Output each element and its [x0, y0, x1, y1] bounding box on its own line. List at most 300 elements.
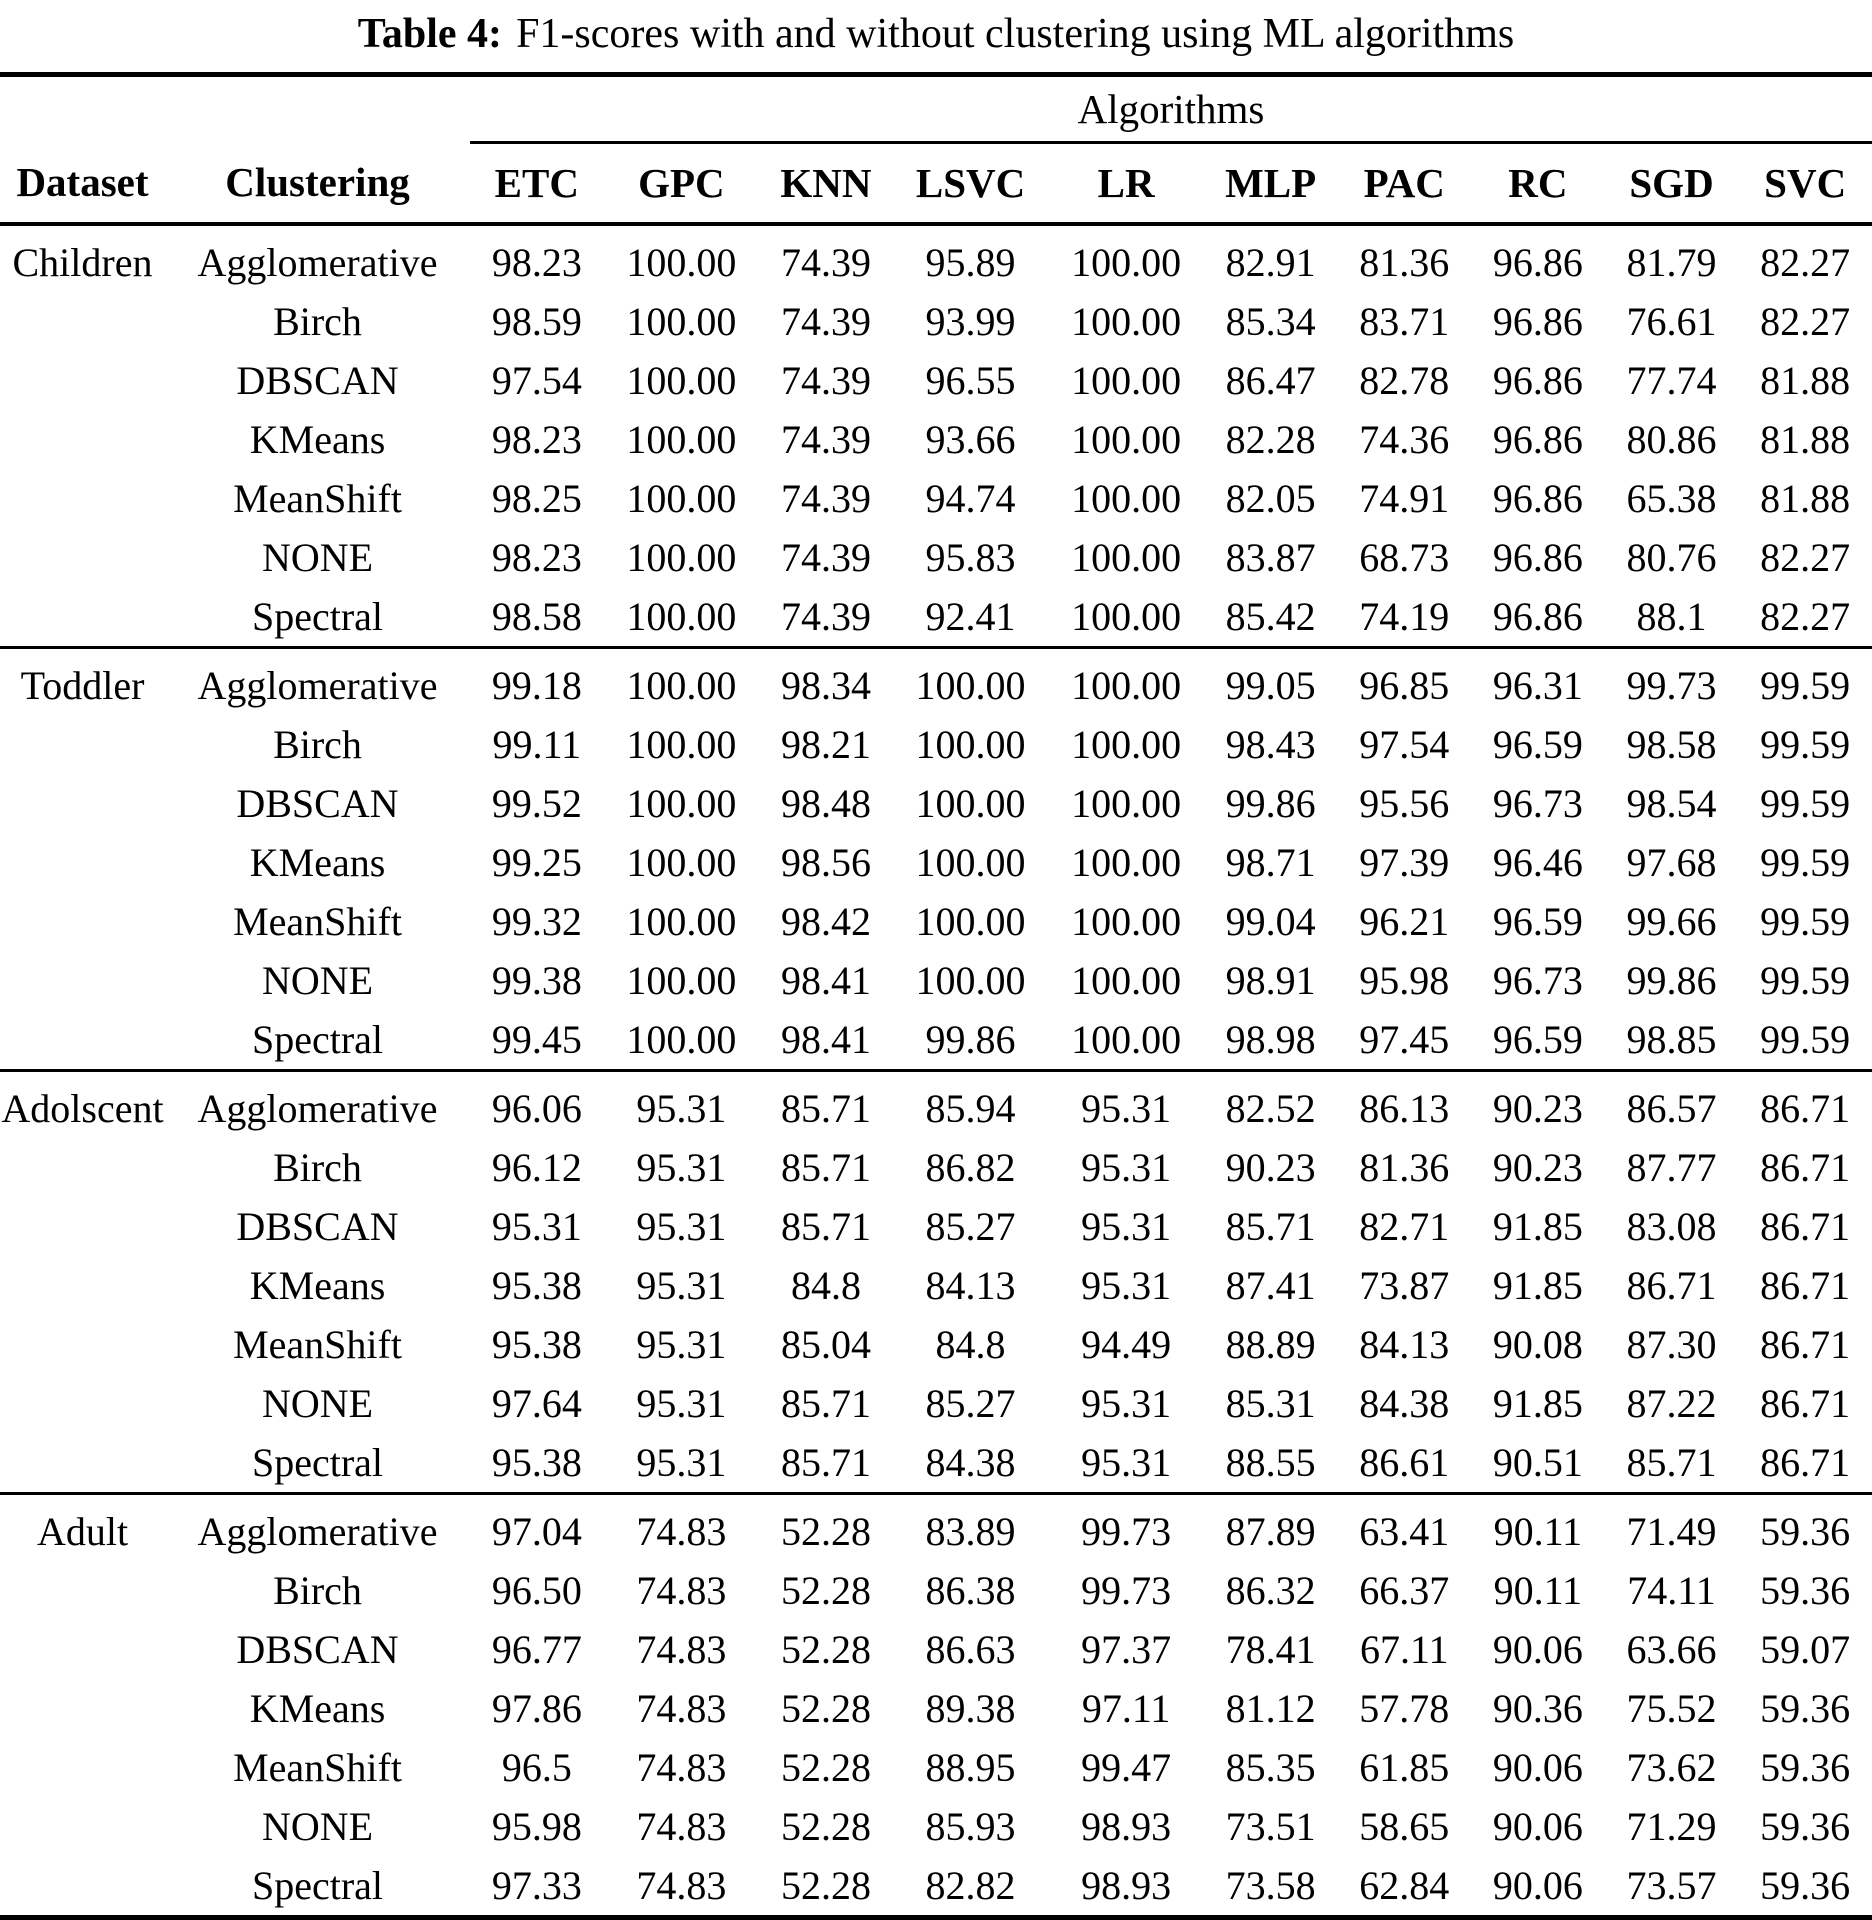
- value-cell: 74.11: [1627, 1568, 1716, 1613]
- value-cell: 59.36: [1760, 1686, 1851, 1731]
- value-cell: 98.23: [491, 535, 582, 580]
- value-cell: 96.59: [1492, 899, 1583, 944]
- value-cell: 75.52: [1626, 1686, 1717, 1731]
- value-cell: 99.32: [491, 899, 582, 944]
- value-cell: 74.83: [636, 1686, 727, 1731]
- value-cell: 100.00: [626, 417, 737, 462]
- table-row: [0, 528, 1872, 587]
- clustering-cell: KMeans: [249, 840, 386, 885]
- value-cell: 98.59: [491, 299, 582, 344]
- value-cell: 96.59: [1492, 722, 1583, 767]
- table-row: [0, 587, 1872, 648]
- clustering-cell: DBSCAN: [236, 1204, 399, 1249]
- value-cell: 86.47: [1225, 358, 1316, 403]
- dataset-cell: [0, 410, 165, 469]
- value-cell: 96.73: [1492, 958, 1583, 1003]
- value-cell: 82.27: [1760, 240, 1851, 285]
- col-header-pac: PAC: [1337, 143, 1471, 225]
- value-cell: 95.89: [925, 240, 1016, 285]
- value-cell: 95.31: [491, 1204, 582, 1249]
- clustering-cell: Birch: [273, 722, 362, 767]
- value-cell: 97.54: [1359, 722, 1450, 767]
- value-cell: 74.39: [780, 299, 871, 344]
- table-row: [0, 1738, 1872, 1797]
- value-cell: 86.57: [1626, 1086, 1717, 1131]
- value-cell: 74.91: [1359, 476, 1450, 521]
- value-cell: 96.46: [1492, 840, 1583, 885]
- value-cell: 100.00: [915, 781, 1026, 826]
- value-cell: 96.21: [1359, 899, 1450, 944]
- value-cell: 99.38: [491, 958, 582, 1003]
- clustering-cell: Birch: [273, 1568, 362, 1613]
- value-cell: 100.00: [1048, 587, 1204, 648]
- value-cell: 97.54: [491, 358, 582, 403]
- dataset-cell: [0, 528, 165, 587]
- table-row: [0, 1071, 1872, 1139]
- table-row: [0, 1494, 1872, 1562]
- value-cell: 84.13: [925, 1263, 1016, 1308]
- value-cell: 88.55: [1204, 1433, 1338, 1494]
- value-cell: 85.04: [780, 1322, 871, 1367]
- value-cell: 86.32: [1225, 1568, 1316, 1613]
- value-cell: 95.31: [636, 1381, 727, 1426]
- value-cell: 58.65: [1359, 1804, 1450, 1849]
- value-cell: 97.11: [1081, 1686, 1171, 1731]
- value-cell: 99.11: [492, 722, 582, 767]
- clustering-cell: Birch: [273, 1145, 362, 1190]
- dataset-cell: [0, 1197, 165, 1256]
- dataset-cell: [0, 1374, 165, 1433]
- dataset-cell: [0, 774, 165, 833]
- value-cell: 83.08: [1626, 1204, 1717, 1249]
- col-header-clustering: Clustering: [165, 143, 470, 225]
- value-cell: 81.36: [1359, 1145, 1450, 1190]
- value-cell: 85.35: [1225, 1745, 1316, 1790]
- value-cell: 98.43: [1225, 722, 1316, 767]
- value-cell: 87.41: [1225, 1263, 1316, 1308]
- table-row: [0, 1256, 1872, 1315]
- value-cell: 93.66: [925, 417, 1016, 462]
- value-cell: 71.49: [1626, 1509, 1717, 1554]
- value-cell: 82.05: [1225, 476, 1316, 521]
- value-cell: 95.56: [1359, 781, 1450, 826]
- value-cell: 99.59: [1760, 722, 1851, 767]
- value-cell: 100.00: [915, 899, 1026, 944]
- value-cell: 85.71: [780, 1381, 871, 1426]
- clustering-cell: Spectral: [165, 1433, 470, 1494]
- value-cell: 100.00: [626, 840, 737, 885]
- value-cell: 81.88: [1760, 476, 1851, 521]
- col-header-etc: ETC: [470, 143, 604, 225]
- value-cell: 100.00: [626, 958, 737, 1003]
- table-row: [0, 833, 1872, 892]
- value-cell: 100.00: [1071, 240, 1182, 285]
- value-cell: 99.18: [491, 663, 582, 708]
- dataset-cell: [0, 1256, 165, 1315]
- value-cell: 74.83: [636, 1804, 727, 1849]
- value-cell: 86.71: [1760, 1381, 1851, 1426]
- value-cell: 84.38: [1359, 1381, 1450, 1426]
- value-cell: 100.00: [1071, 535, 1182, 580]
- value-cell: 66.37: [1359, 1568, 1450, 1613]
- value-cell: 95.38: [470, 1433, 604, 1494]
- clustering-cell: Agglomerative: [197, 240, 438, 285]
- value-cell: 59.36: [1760, 1745, 1851, 1790]
- value-cell: 74.83: [636, 1627, 727, 1672]
- value-cell: 100.00: [915, 840, 1026, 885]
- table-body: [0, 224, 1872, 1918]
- value-cell: 90.23: [1492, 1145, 1583, 1190]
- value-cell: 81.88: [1760, 417, 1851, 462]
- clustering-cell: MeanShift: [233, 476, 402, 521]
- value-cell: 86.71: [1760, 1086, 1851, 1131]
- algorithms-group-row: [0, 75, 1872, 143]
- value-cell: 74.39: [780, 535, 871, 580]
- value-cell: 99.59: [1760, 781, 1851, 826]
- value-cell: 99.05: [1225, 663, 1316, 708]
- value-cell: 67.11: [1360, 1627, 1449, 1672]
- value-cell: 96.86: [1492, 535, 1583, 580]
- col-header-lr: LR: [1048, 143, 1204, 225]
- clustering-cell: NONE: [261, 1381, 374, 1426]
- clustering-cell: Spectral: [251, 1863, 384, 1908]
- value-cell: 74.36: [1359, 417, 1450, 462]
- value-cell: 59.36: [1760, 1509, 1851, 1554]
- value-cell: 100.00: [626, 240, 737, 285]
- value-cell: 100.00: [915, 958, 1026, 1003]
- value-cell: 98.58: [1626, 722, 1717, 767]
- value-cell: 99.52: [491, 781, 582, 826]
- value-cell: 92.41: [893, 587, 1049, 648]
- col-header-dataset: Dataset: [0, 143, 165, 225]
- value-cell: 88.95: [925, 1745, 1016, 1790]
- value-cell: 74.39: [780, 240, 871, 285]
- value-cell: 97.39: [1359, 840, 1450, 885]
- clustering-cell: DBSCAN: [236, 358, 399, 403]
- clustering-cell: MeanShift: [233, 1745, 402, 1790]
- clustering-cell: Agglomerative: [197, 1509, 438, 1554]
- value-cell: 82.82: [925, 1863, 1016, 1908]
- value-cell: 73.58: [1225, 1863, 1316, 1908]
- value-cell: 85.34: [1225, 299, 1316, 344]
- value-cell: 99.59: [1760, 958, 1851, 1003]
- clustering-cell: Spectral: [165, 1010, 470, 1071]
- clustering-cell: Agglomerative: [197, 1086, 438, 1131]
- value-cell: 100.00: [626, 476, 737, 521]
- dataset-cell: [0, 1679, 165, 1738]
- value-cell: 87.77: [1626, 1145, 1717, 1190]
- clustering-cell: MeanShift: [233, 1322, 402, 1367]
- value-cell: 95.31: [1048, 1433, 1204, 1494]
- value-cell: 99.73: [1081, 1509, 1172, 1554]
- col-header-gpc: GPC: [604, 143, 760, 225]
- value-cell: 96.85: [1359, 663, 1450, 708]
- value-cell: 96.86: [1492, 417, 1583, 462]
- value-cell: 74.39: [780, 358, 871, 403]
- value-cell: 97.45: [1337, 1010, 1471, 1071]
- value-cell: 90.06: [1492, 1745, 1583, 1790]
- value-cell: 100.00: [1071, 417, 1182, 462]
- value-cell: 86.71: [1760, 1145, 1851, 1190]
- value-cell: 91.85: [1492, 1263, 1583, 1308]
- value-cell: 100.00: [626, 899, 737, 944]
- value-cell: 85.42: [1204, 587, 1338, 648]
- col-header-rc: RC: [1471, 143, 1605, 225]
- value-cell: 90.11: [1493, 1509, 1583, 1554]
- dataset-cell: [0, 1856, 165, 1918]
- value-cell: 95.31: [1081, 1204, 1172, 1249]
- value-cell: 100.00: [604, 1010, 760, 1071]
- value-cell: 96.50: [491, 1568, 582, 1613]
- clustering-cell: DBSCAN: [236, 781, 399, 826]
- value-cell: 93.99: [925, 299, 1016, 344]
- dataset-cell: [0, 469, 165, 528]
- value-cell: 99.86: [1626, 958, 1717, 1003]
- table-row: [0, 715, 1872, 774]
- value-cell: 90.23: [1225, 1145, 1316, 1190]
- value-cell: 85.71: [759, 1433, 893, 1494]
- table-row: [0, 410, 1872, 469]
- value-cell: 87.89: [1225, 1509, 1316, 1554]
- value-cell: 90.06: [1492, 1863, 1583, 1908]
- value-cell: 84.8: [935, 1322, 1006, 1367]
- value-cell: 96.55: [925, 358, 1016, 403]
- dataset-cell: [0, 292, 165, 351]
- value-cell: 74.83: [636, 1568, 727, 1613]
- value-cell: 82.28: [1225, 417, 1316, 462]
- dataset-cell: Children: [12, 240, 153, 285]
- value-cell: 82.91: [1225, 240, 1316, 285]
- value-cell: 90.06: [1492, 1627, 1583, 1672]
- value-cell: 52.28: [780, 1568, 871, 1613]
- value-cell: 95.31: [1081, 1145, 1172, 1190]
- value-cell: 100.00: [626, 535, 737, 580]
- value-cell: 82.27: [1760, 299, 1851, 344]
- value-cell: 100.00: [626, 722, 737, 767]
- value-cell: 80.86: [1626, 417, 1717, 462]
- value-cell: 96.59: [1471, 1010, 1605, 1071]
- value-cell: 98.21: [780, 722, 871, 767]
- value-cell: 100.00: [626, 299, 737, 344]
- value-cell: 84.13: [1359, 1322, 1450, 1367]
- value-cell: 98.85: [1605, 1010, 1739, 1071]
- value-cell: 82.52: [1225, 1086, 1316, 1131]
- value-cell: 85.27: [925, 1204, 1016, 1249]
- value-cell: 100.00: [604, 587, 760, 648]
- value-cell: 98.56: [780, 840, 871, 885]
- value-cell: 95.98: [1359, 958, 1450, 1003]
- dataset-cell: [0, 892, 165, 951]
- table-row: [0, 1561, 1872, 1620]
- value-cell: 73.87: [1359, 1263, 1450, 1308]
- value-cell: 74.83: [636, 1509, 727, 1554]
- value-cell: 90.51: [1471, 1433, 1605, 1494]
- value-cell: 87.22: [1626, 1381, 1717, 1426]
- value-cell: 85.31: [1225, 1381, 1316, 1426]
- value-cell: 86.13: [1359, 1086, 1450, 1131]
- value-cell: 99.73: [1626, 663, 1717, 708]
- value-cell: 59.36: [1760, 1568, 1851, 1613]
- value-cell: 96.86: [1471, 587, 1605, 648]
- value-cell: 95.31: [636, 1086, 727, 1131]
- value-cell: 63.41: [1359, 1509, 1450, 1554]
- value-cell: 52.28: [780, 1627, 871, 1672]
- value-cell: 95.31: [636, 1145, 727, 1190]
- value-cell: 85.71: [780, 1145, 871, 1190]
- value-cell: 89.38: [925, 1686, 1016, 1731]
- group-spacer-cell: [0, 75, 470, 143]
- table-row: [0, 1433, 1872, 1494]
- clustering-cell: NONE: [261, 535, 374, 580]
- dataset-cell: [0, 1561, 165, 1620]
- value-cell: 57.78: [1359, 1686, 1450, 1731]
- value-cell: 87.30: [1626, 1322, 1717, 1367]
- table-row: [0, 1315, 1872, 1374]
- value-cell: 88.1: [1605, 587, 1739, 648]
- value-cell: 98.48: [780, 781, 871, 826]
- value-cell: 99.59: [1760, 663, 1851, 708]
- value-cell: 100.00: [915, 663, 1026, 708]
- value-cell: 94.49: [1081, 1322, 1172, 1367]
- table-row: [0, 292, 1872, 351]
- value-cell: 98.91: [1225, 958, 1316, 1003]
- value-cell: 90.36: [1492, 1686, 1583, 1731]
- value-cell: 59.36: [1760, 1863, 1851, 1908]
- value-cell: 100.00: [1071, 958, 1182, 1003]
- value-cell: 86.71: [1738, 1433, 1872, 1494]
- value-cell: 81.79: [1626, 240, 1717, 285]
- value-cell: 96.06: [491, 1086, 582, 1131]
- value-cell: 100.00: [1071, 722, 1182, 767]
- value-cell: 100.00: [626, 663, 737, 708]
- table-row: [0, 1374, 1872, 1433]
- value-cell: 100.00: [1071, 663, 1182, 708]
- value-cell: 100.00: [1048, 1010, 1204, 1071]
- value-cell: 84.8: [790, 1263, 861, 1308]
- value-cell: 95.38: [491, 1322, 582, 1367]
- value-cell: 99.47: [1081, 1745, 1172, 1790]
- value-cell: 99.59: [1760, 899, 1851, 944]
- value-cell: 52.28: [780, 1863, 871, 1908]
- value-cell: 95.31: [1081, 1263, 1172, 1308]
- value-cell: 99.59: [1738, 1010, 1872, 1071]
- value-cell: 98.93: [1081, 1804, 1172, 1849]
- value-cell: 90.06: [1492, 1804, 1583, 1849]
- value-cell: 97.04: [491, 1509, 582, 1554]
- value-cell: 96.86: [1492, 240, 1583, 285]
- value-cell: 96.12: [491, 1145, 582, 1190]
- dataset-cell: [0, 1138, 165, 1197]
- value-cell: 90.23: [1492, 1086, 1583, 1131]
- value-cell: 83.87: [1225, 535, 1316, 580]
- column-header-row: [0, 143, 1872, 225]
- value-cell: 99.66: [1626, 899, 1717, 944]
- value-cell: 97.64: [491, 1381, 582, 1426]
- table-row: [0, 351, 1872, 410]
- value-cell: 90.08: [1492, 1322, 1583, 1367]
- algorithms-group-header: Algorithms: [470, 75, 1872, 143]
- value-cell: 85.93: [925, 1804, 1016, 1849]
- value-cell: 74.83: [636, 1745, 727, 1790]
- dataset-cell: [0, 1738, 165, 1797]
- table-row: [0, 1010, 1872, 1071]
- value-cell: 96.31: [1492, 663, 1583, 708]
- value-cell: 96.77: [491, 1627, 582, 1672]
- value-cell: 99.45: [470, 1010, 604, 1071]
- value-cell: 98.54: [1626, 781, 1717, 826]
- value-cell: 94.74: [925, 476, 1016, 521]
- dataset-cell: [0, 587, 165, 648]
- value-cell: 100.00: [626, 358, 737, 403]
- dataset-cell: [0, 951, 165, 1010]
- value-cell: 86.61: [1337, 1433, 1471, 1494]
- clustering-cell: Agglomerative: [197, 663, 438, 708]
- value-cell: 95.31: [636, 1204, 727, 1249]
- value-cell: 68.73: [1359, 535, 1450, 580]
- value-cell: 59.07: [1760, 1627, 1851, 1672]
- clustering-cell: NONE: [261, 958, 374, 1003]
- value-cell: 100.00: [915, 722, 1026, 767]
- value-cell: 73.62: [1626, 1745, 1717, 1790]
- value-cell: 98.25: [491, 476, 582, 521]
- value-cell: 95.31: [1081, 1381, 1172, 1426]
- table-row: [0, 892, 1872, 951]
- value-cell: 74.39: [780, 476, 871, 521]
- value-cell: 86.82: [925, 1145, 1016, 1190]
- value-cell: 81.36: [1359, 240, 1450, 285]
- value-cell: 96.5: [501, 1745, 572, 1790]
- value-cell: 99.25: [491, 840, 582, 885]
- value-cell: 52.28: [780, 1745, 871, 1790]
- value-cell: 65.38: [1626, 476, 1717, 521]
- value-cell: 98.93: [1081, 1863, 1172, 1908]
- dataset-cell: [0, 833, 165, 892]
- value-cell: 77.74: [1626, 358, 1717, 403]
- dataset-cell: [0, 1433, 165, 1494]
- value-cell: 98.23: [491, 417, 582, 462]
- value-cell: 100.00: [1071, 781, 1182, 826]
- col-header-sgd: SGD: [1605, 143, 1739, 225]
- value-cell: 76.61: [1626, 299, 1717, 344]
- value-cell: 71.29: [1626, 1804, 1717, 1849]
- value-cell: 74.39: [759, 587, 893, 648]
- value-cell: 99.86: [893, 1010, 1049, 1071]
- dataset-cell: [0, 1010, 165, 1071]
- value-cell: 88.89: [1225, 1322, 1316, 1367]
- table-caption-label: Table 4:: [357, 11, 503, 57]
- clustering-cell: KMeans: [249, 1686, 386, 1731]
- col-header-mlp: MLP: [1204, 143, 1338, 225]
- value-cell: 90.11: [1493, 1568, 1583, 1613]
- clustering-cell: Birch: [273, 299, 362, 344]
- value-cell: 52.28: [780, 1804, 871, 1849]
- value-cell: 85.71: [1225, 1204, 1316, 1249]
- value-cell: 61.85: [1359, 1745, 1450, 1790]
- value-cell: 98.23: [491, 240, 582, 285]
- clustering-cell: NONE: [261, 1804, 374, 1849]
- value-cell: 81.12: [1225, 1686, 1316, 1731]
- value-cell: 82.27: [1738, 587, 1872, 648]
- table-row: [0, 1856, 1872, 1918]
- value-cell: 86.71: [1760, 1204, 1851, 1249]
- value-cell: 82.71: [1359, 1204, 1450, 1249]
- value-cell: 97.68: [1626, 840, 1717, 885]
- value-cell: 91.85: [1492, 1381, 1583, 1426]
- value-cell: 80.76: [1626, 535, 1717, 580]
- value-cell: 95.98: [491, 1804, 582, 1849]
- value-cell: 99.73: [1081, 1568, 1172, 1613]
- value-cell: 95.38: [491, 1263, 582, 1308]
